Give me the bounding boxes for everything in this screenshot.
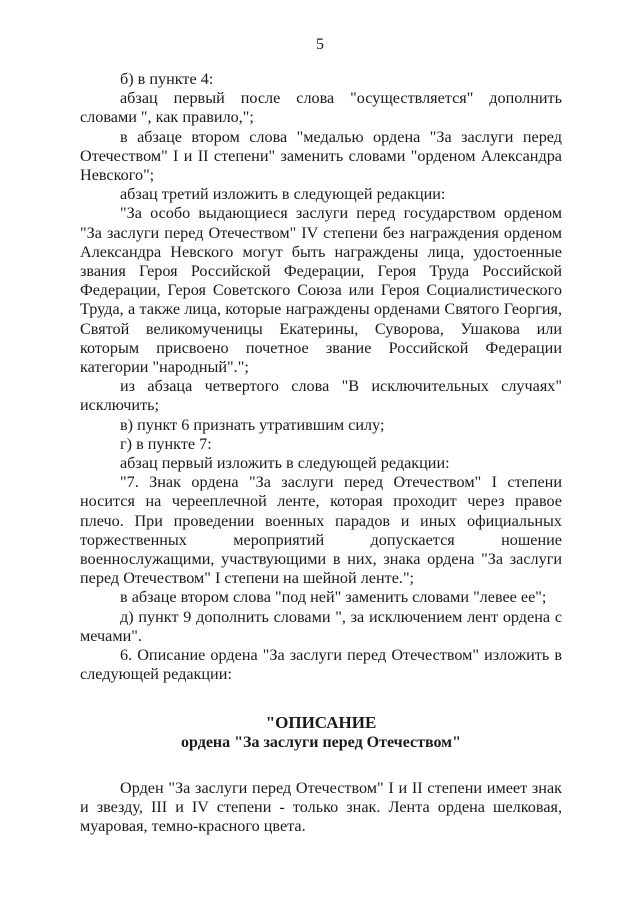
paragraph-b-point-4: б) в пункте 4:	[120, 70, 214, 88]
document-body	[80, 70, 562, 836]
paragraph-abzac-first: абзац первый после слова "осуществляется" дополнить словами ", как правило,";	[80, 89, 562, 127]
paragraph-description: Орден "За заслуги перед Отечеством" I и II степени имеет знак и звезду, III и IV степени - только знак. Лента ордена шелковая, муаровая, темно-красного цвета.	[80, 778, 562, 835]
paragraph-quoted-text: "За особо выдающиеся заслуги перед государством орденом "За заслуги перед Отечеством" IV степени без награждения орденом Александра Невского могут быть награждены лица, удостоенные звания Героя Российской Федерации, Героя Труда Российской Федерации, Героя Советского Союза или Героя Социалистического Труда, а также лица, которые награждены орденами Святого Георгия, Святой великомученицы Екатерины, Суворова, Ушакова или которым присвоено почетное звание Российской Федерации категории "народный".";	[80, 204, 562, 377]
paragraph-abzac-second: в абзаце втором слова "медалью ордена "За заслуги перед Отечеством" I и II степени" заменить словами "орденом Александра Невского";	[80, 127, 562, 185]
paragraph-g-point-7: г) в пункте 7:	[120, 434, 212, 453]
spacer	[80, 753, 562, 779]
paragraph-v-point-6: в) пункт 6 признать утратившим силу;	[120, 415, 385, 434]
heading-subtitle: ордена "За заслуги перед Отечеством"	[181, 733, 461, 751]
page-number: 5	[316, 36, 324, 53]
paragraph-point-7-text: "7. Знак ордена "За заслуги перед Отечеством" I степени носится на черееплечной ленте, которая проходит через правое плечо. При проведении военных парадов и иных официальных торжественных мероприятий допускается ношение военнослужащими, участвующими в них, знака ордена "За заслуги перед Отечеством" I степени на шейной ленте.";	[80, 473, 562, 588]
section-heading	[80, 713, 562, 753]
paragraph-abzac-first-edit: абзац первый изложить в следующей редакции:	[120, 454, 450, 473]
paragraph-d-point-9: д) пункт 9 дополнить словами ", за исключением лент ордена с мечами".	[80, 607, 562, 645]
paragraph-abzac-fourth: из абзаца четвертого слова "В исключительных случаях" исключить;	[80, 377, 562, 415]
paragraph-item-6: 6. Описание ордена "За заслуги перед Отечеством" изложить в следующей редакции:	[80, 646, 562, 684]
paragraph-abzac-second-edit: в абзаце втором слова "под ней" заменить словами "левее ее";	[120, 588, 547, 607]
paragraph-abzac-third: абзац третий изложить в следующей редакции:	[120, 185, 446, 204]
heading-title: "ОПИСАНИЕ	[265, 712, 377, 732]
